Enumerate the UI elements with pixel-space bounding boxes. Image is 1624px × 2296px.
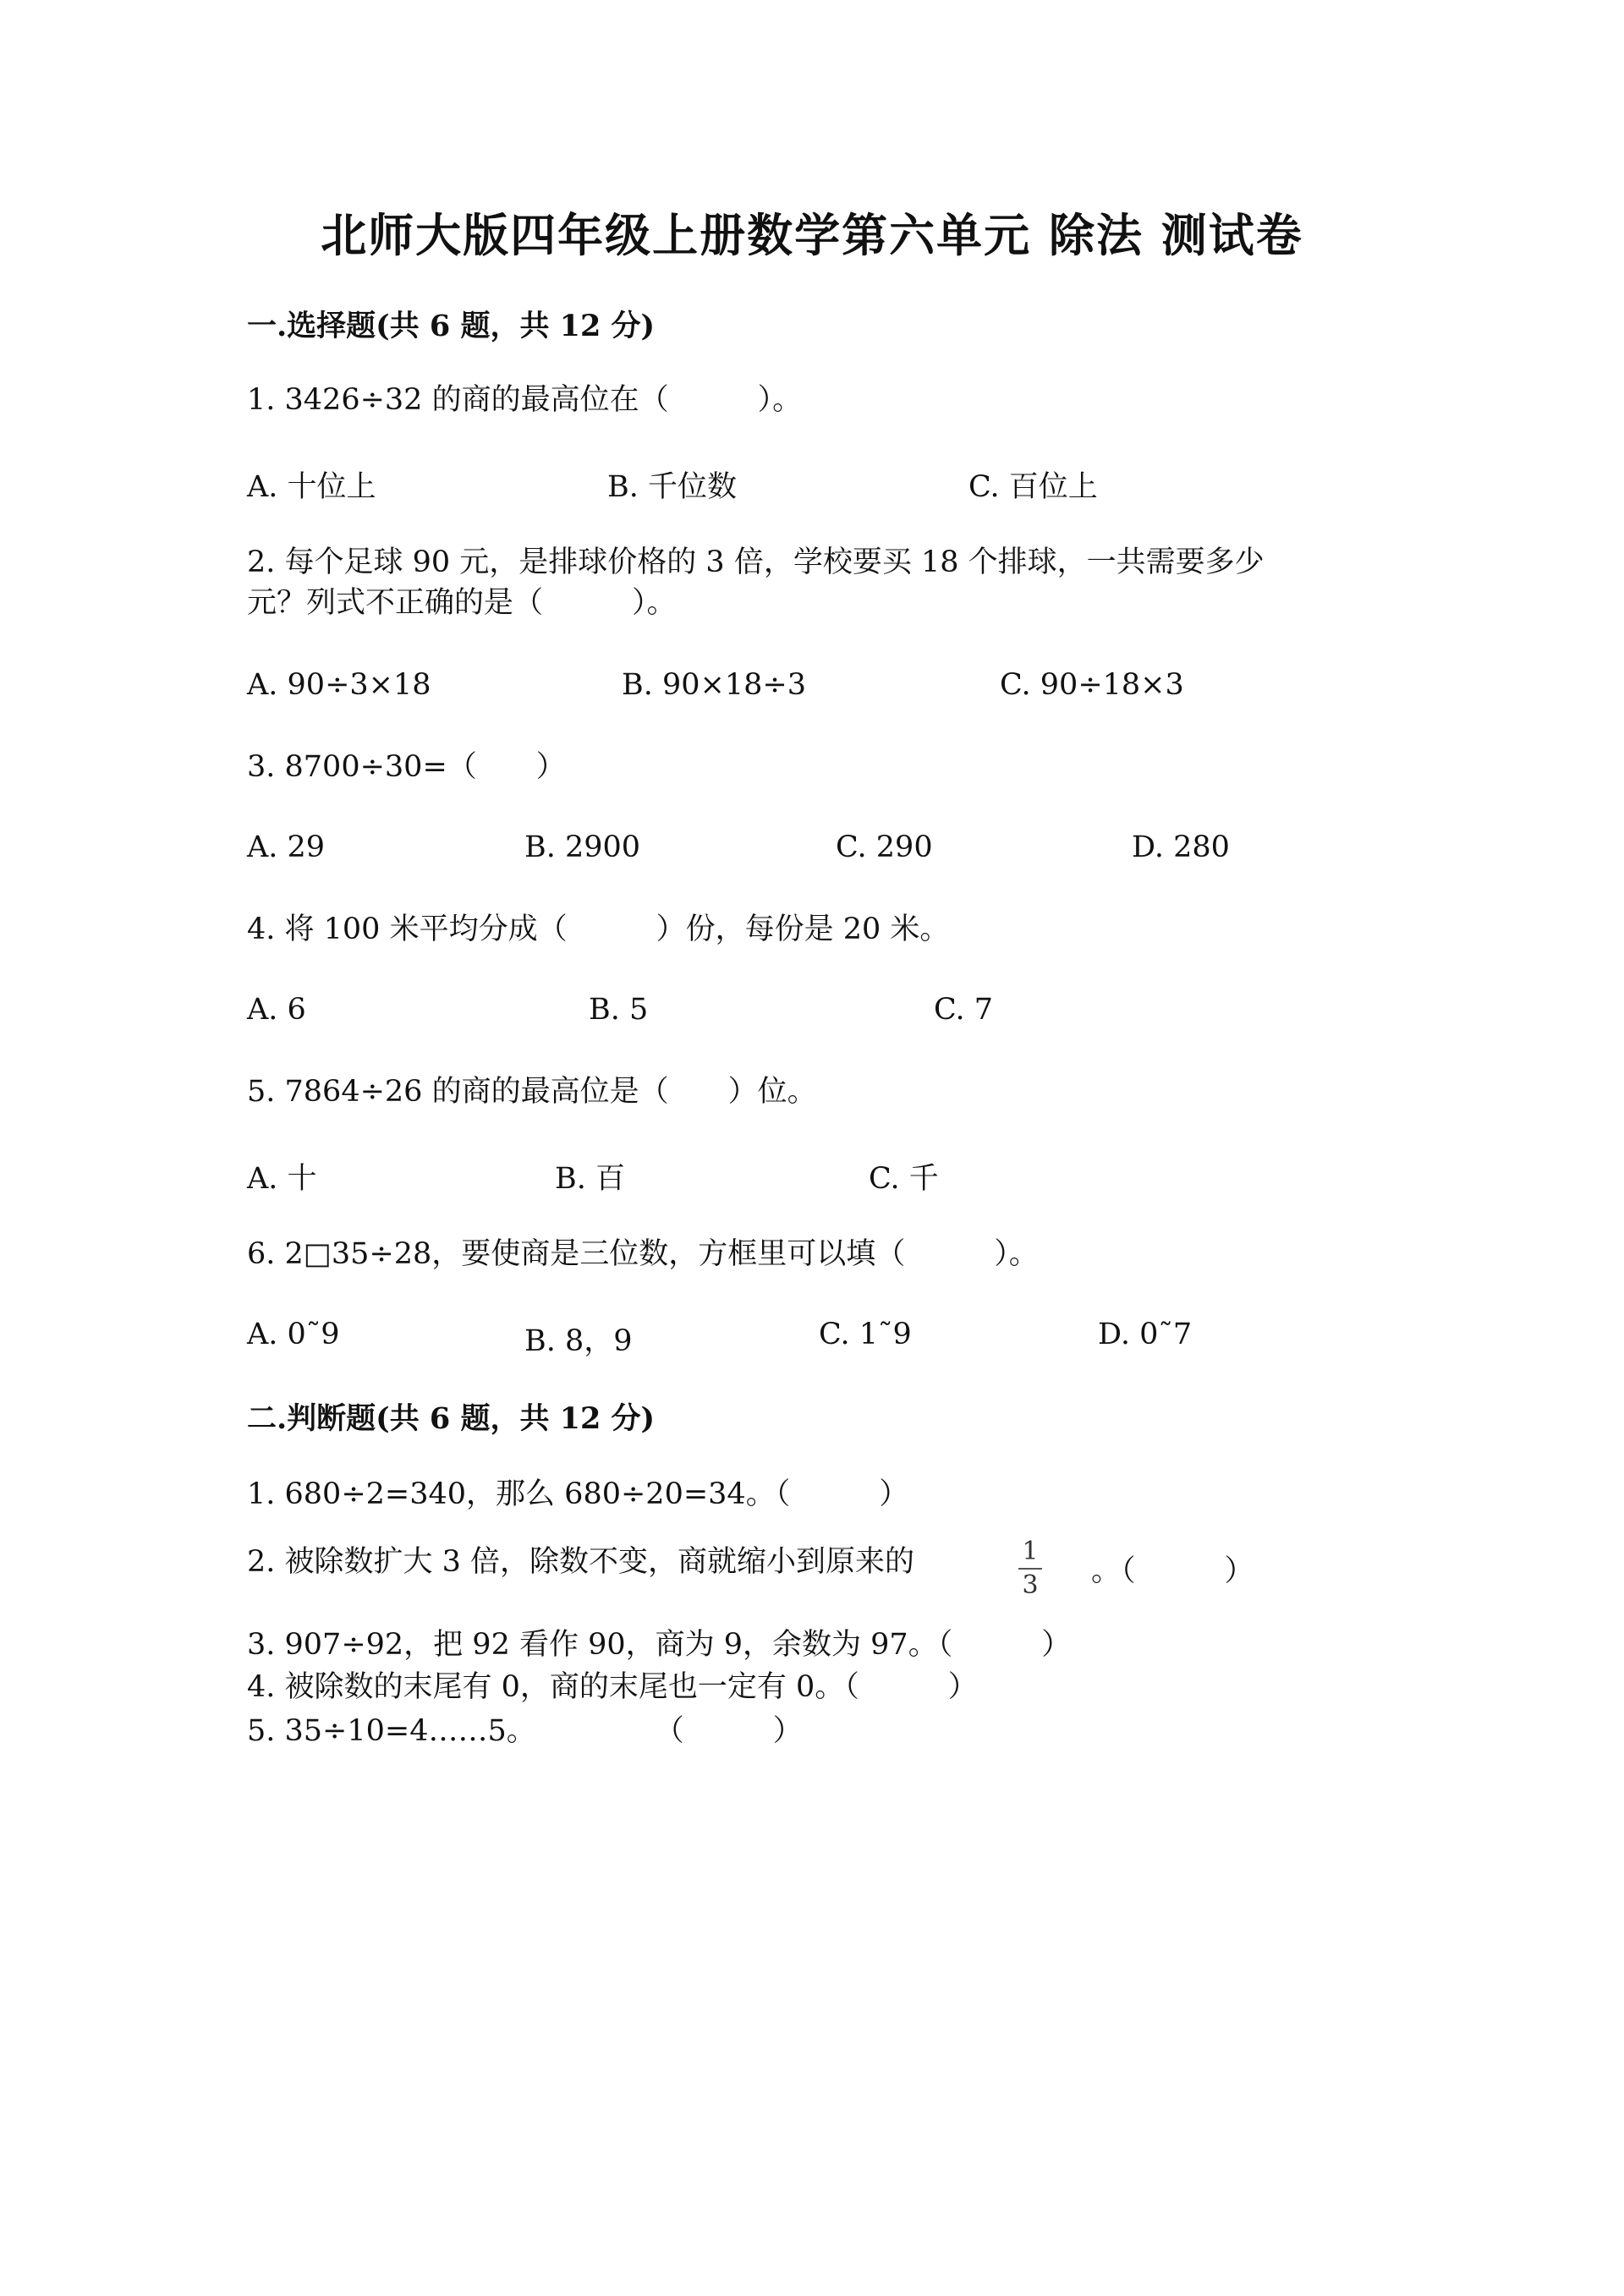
fraction-denominator: 3 [1022,1570,1039,1600]
question-1: 1. 3426÷32 的商的最高位在（ ）。 [247,383,803,417]
section-heading-choice: 一.选择题(共 6 题，共 12 分) [247,309,656,343]
question-6-option-c: C. 1˜9 [819,1318,912,1351]
judgement-item-2: 2. 被除数扩大 3 倍，除数不变，商就缩小到原来的 [247,1545,915,1579]
question-5-option-a: A. 十 [247,1162,317,1196]
question-2-option-b: B. 90×18÷3 [622,668,806,702]
question-1-option-c: C. 百位上 [968,470,1098,504]
judgement-item-5: 5. 35÷10=4……5。 （ ） [247,1714,803,1748]
question-6-option-a: A. 0˜9 [247,1318,340,1351]
question-6-option-b: B. 8，9 [524,1324,633,1358]
question-4-option-b: B. 5 [589,993,649,1027]
page-title: 北师大版四年级上册数学第六单元 除法 测试卷 [321,208,1303,262]
fraction-one-third [1013,1537,1047,1600]
question-2-line-2: 元？列式不正确的是（ ）。 [247,586,677,620]
section-heading-judgement: 二.判断题(共 6 题，共 12 分) [247,1401,656,1436]
question-3-option-a: A. 29 [247,830,326,864]
question-2-option-a: A. 90÷3×18 [247,668,431,702]
judgement-item-3: 3. 907÷92，把 92 看作 90，商为 9，余数为 97。（ ） [247,1628,1072,1662]
question-5-option-b: B. 百 [555,1162,625,1196]
question-5: 5. 7864÷26 的商的最高位是（ ）位。 [247,1075,817,1109]
question-3-option-c: C. 290 [836,830,933,864]
fraction-bar [1018,1568,1042,1570]
question-4-option-c: C. 7 [934,993,994,1027]
fraction-numerator: 1 [1022,1537,1039,1566]
question-3-option-d: D. 280 [1132,830,1230,864]
question-5-option-c: C. 千 [869,1162,939,1196]
judgement-item-4: 4. 被除数的末尾有 0，商的末尾也一定有 0。（ ） [247,1670,978,1704]
question-4-option-a: A. 6 [247,993,306,1027]
question-2-option-c: C. 90÷18×3 [1000,668,1184,702]
question-3-option-b: B. 2900 [524,830,641,864]
question-3: 3. 8700÷30=（ ） [247,750,566,784]
judgement-item-2-tail: 。（ ） [1091,1554,1254,1588]
question-2-line-1: 2. 每个足球 90 元，是排球价格的 3 倍，学校要买 18 个排球，一共需要多少 [247,545,1265,579]
question-1-option-b: B. 千位数 [607,470,737,504]
question-6-option-d: D. 0˜7 [1098,1318,1193,1351]
question-4: 4. 将 100 米平均分成（ ）份，每份是 20 米。 [247,912,950,946]
question-1-option-a: A. 十位上 [247,470,376,504]
question-6: 6. 2□35÷28，要使商是三位数，方框里可以填（ ）。 [247,1237,1039,1271]
judgement-item-1: 1. 680÷2=340，那么 680÷20=34。（ ） [247,1477,909,1511]
